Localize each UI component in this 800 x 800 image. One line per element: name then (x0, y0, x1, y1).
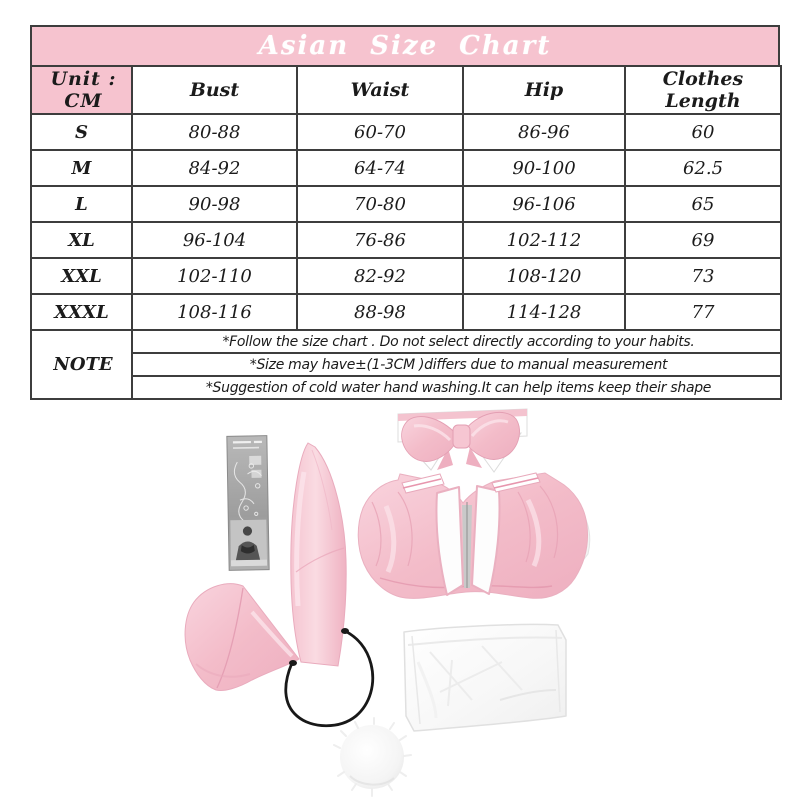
column-header-bust: Bust (132, 66, 297, 114)
hip-value: 90-100 (463, 150, 625, 186)
waist-value: 88-98 (297, 294, 463, 330)
note-label: NOTE (31, 330, 132, 399)
product-photo (0, 390, 800, 800)
table-header-row (31, 66, 781, 114)
table-row-s (31, 114, 781, 150)
bunny-ear-standing (291, 443, 346, 666)
size-label: M (31, 150, 132, 186)
waist-value: 70-80 (297, 186, 463, 222)
hip-value: 108-120 (463, 258, 625, 294)
size-chart-banner (30, 25, 780, 67)
table-row-xl (31, 222, 781, 258)
packaging-card (227, 436, 269, 571)
length-value: 65 (625, 186, 781, 222)
note-row-2 (31, 353, 781, 376)
hip-value: 102-112 (463, 222, 625, 258)
bunny-ear-floppy (185, 584, 299, 691)
size-label: XL (31, 222, 132, 258)
table-row-xxxl (31, 294, 781, 330)
card-model-photo (230, 520, 267, 567)
length-value: 73 (625, 258, 781, 294)
pompom-tail (334, 718, 411, 796)
column-header-length: Clothes Length (625, 66, 781, 114)
size-chart-table (30, 65, 782, 400)
column-header-hip: Hip (463, 66, 625, 114)
hip-value: 114-128 (463, 294, 625, 330)
bust-value: 108-116 (132, 294, 297, 330)
table-row-xxl (31, 258, 781, 294)
waist-value: 76-86 (297, 222, 463, 258)
note-item-1: *Follow the size chart . Do not select directly according to your habits. (132, 330, 781, 353)
length-value: 69 (625, 222, 781, 258)
length-value: 77 (625, 294, 781, 330)
satin-top (358, 473, 590, 598)
waist-value: 64-74 (297, 150, 463, 186)
waist-value: 82-92 (297, 258, 463, 294)
waist-value: 60-70 (297, 114, 463, 150)
size-chart-title: Asian Size Chart (258, 31, 552, 61)
packed-white-garment (404, 624, 566, 731)
size-label: S (31, 114, 132, 150)
column-header-waist: Waist (297, 66, 463, 114)
size-label: XXL (31, 258, 132, 294)
size-label: XXXL (31, 294, 132, 330)
table-row-m (31, 150, 781, 186)
size-label: L (31, 186, 132, 222)
note-row-1 (31, 330, 781, 353)
bust-value: 102-110 (132, 258, 297, 294)
bust-value: 96-104 (132, 222, 297, 258)
length-value: 60 (625, 114, 781, 150)
length-value: 62.5 (625, 150, 781, 186)
table-row-l (31, 186, 781, 222)
bust-value: 80-88 (132, 114, 297, 150)
note-item-3: *Suggestion of cold water hand washing.It can help items keep their shape (132, 376, 781, 399)
note-item-2: *Size may have±(1-3CM )differs due to manual measurement (132, 353, 781, 376)
unit-cell: Unit : CM (31, 66, 132, 114)
bust-value: 84-92 (132, 150, 297, 186)
hip-value: 96-106 (463, 186, 625, 222)
hip-value: 86-96 (463, 114, 625, 150)
bow-choker (398, 409, 527, 472)
bust-value: 90-98 (132, 186, 297, 222)
